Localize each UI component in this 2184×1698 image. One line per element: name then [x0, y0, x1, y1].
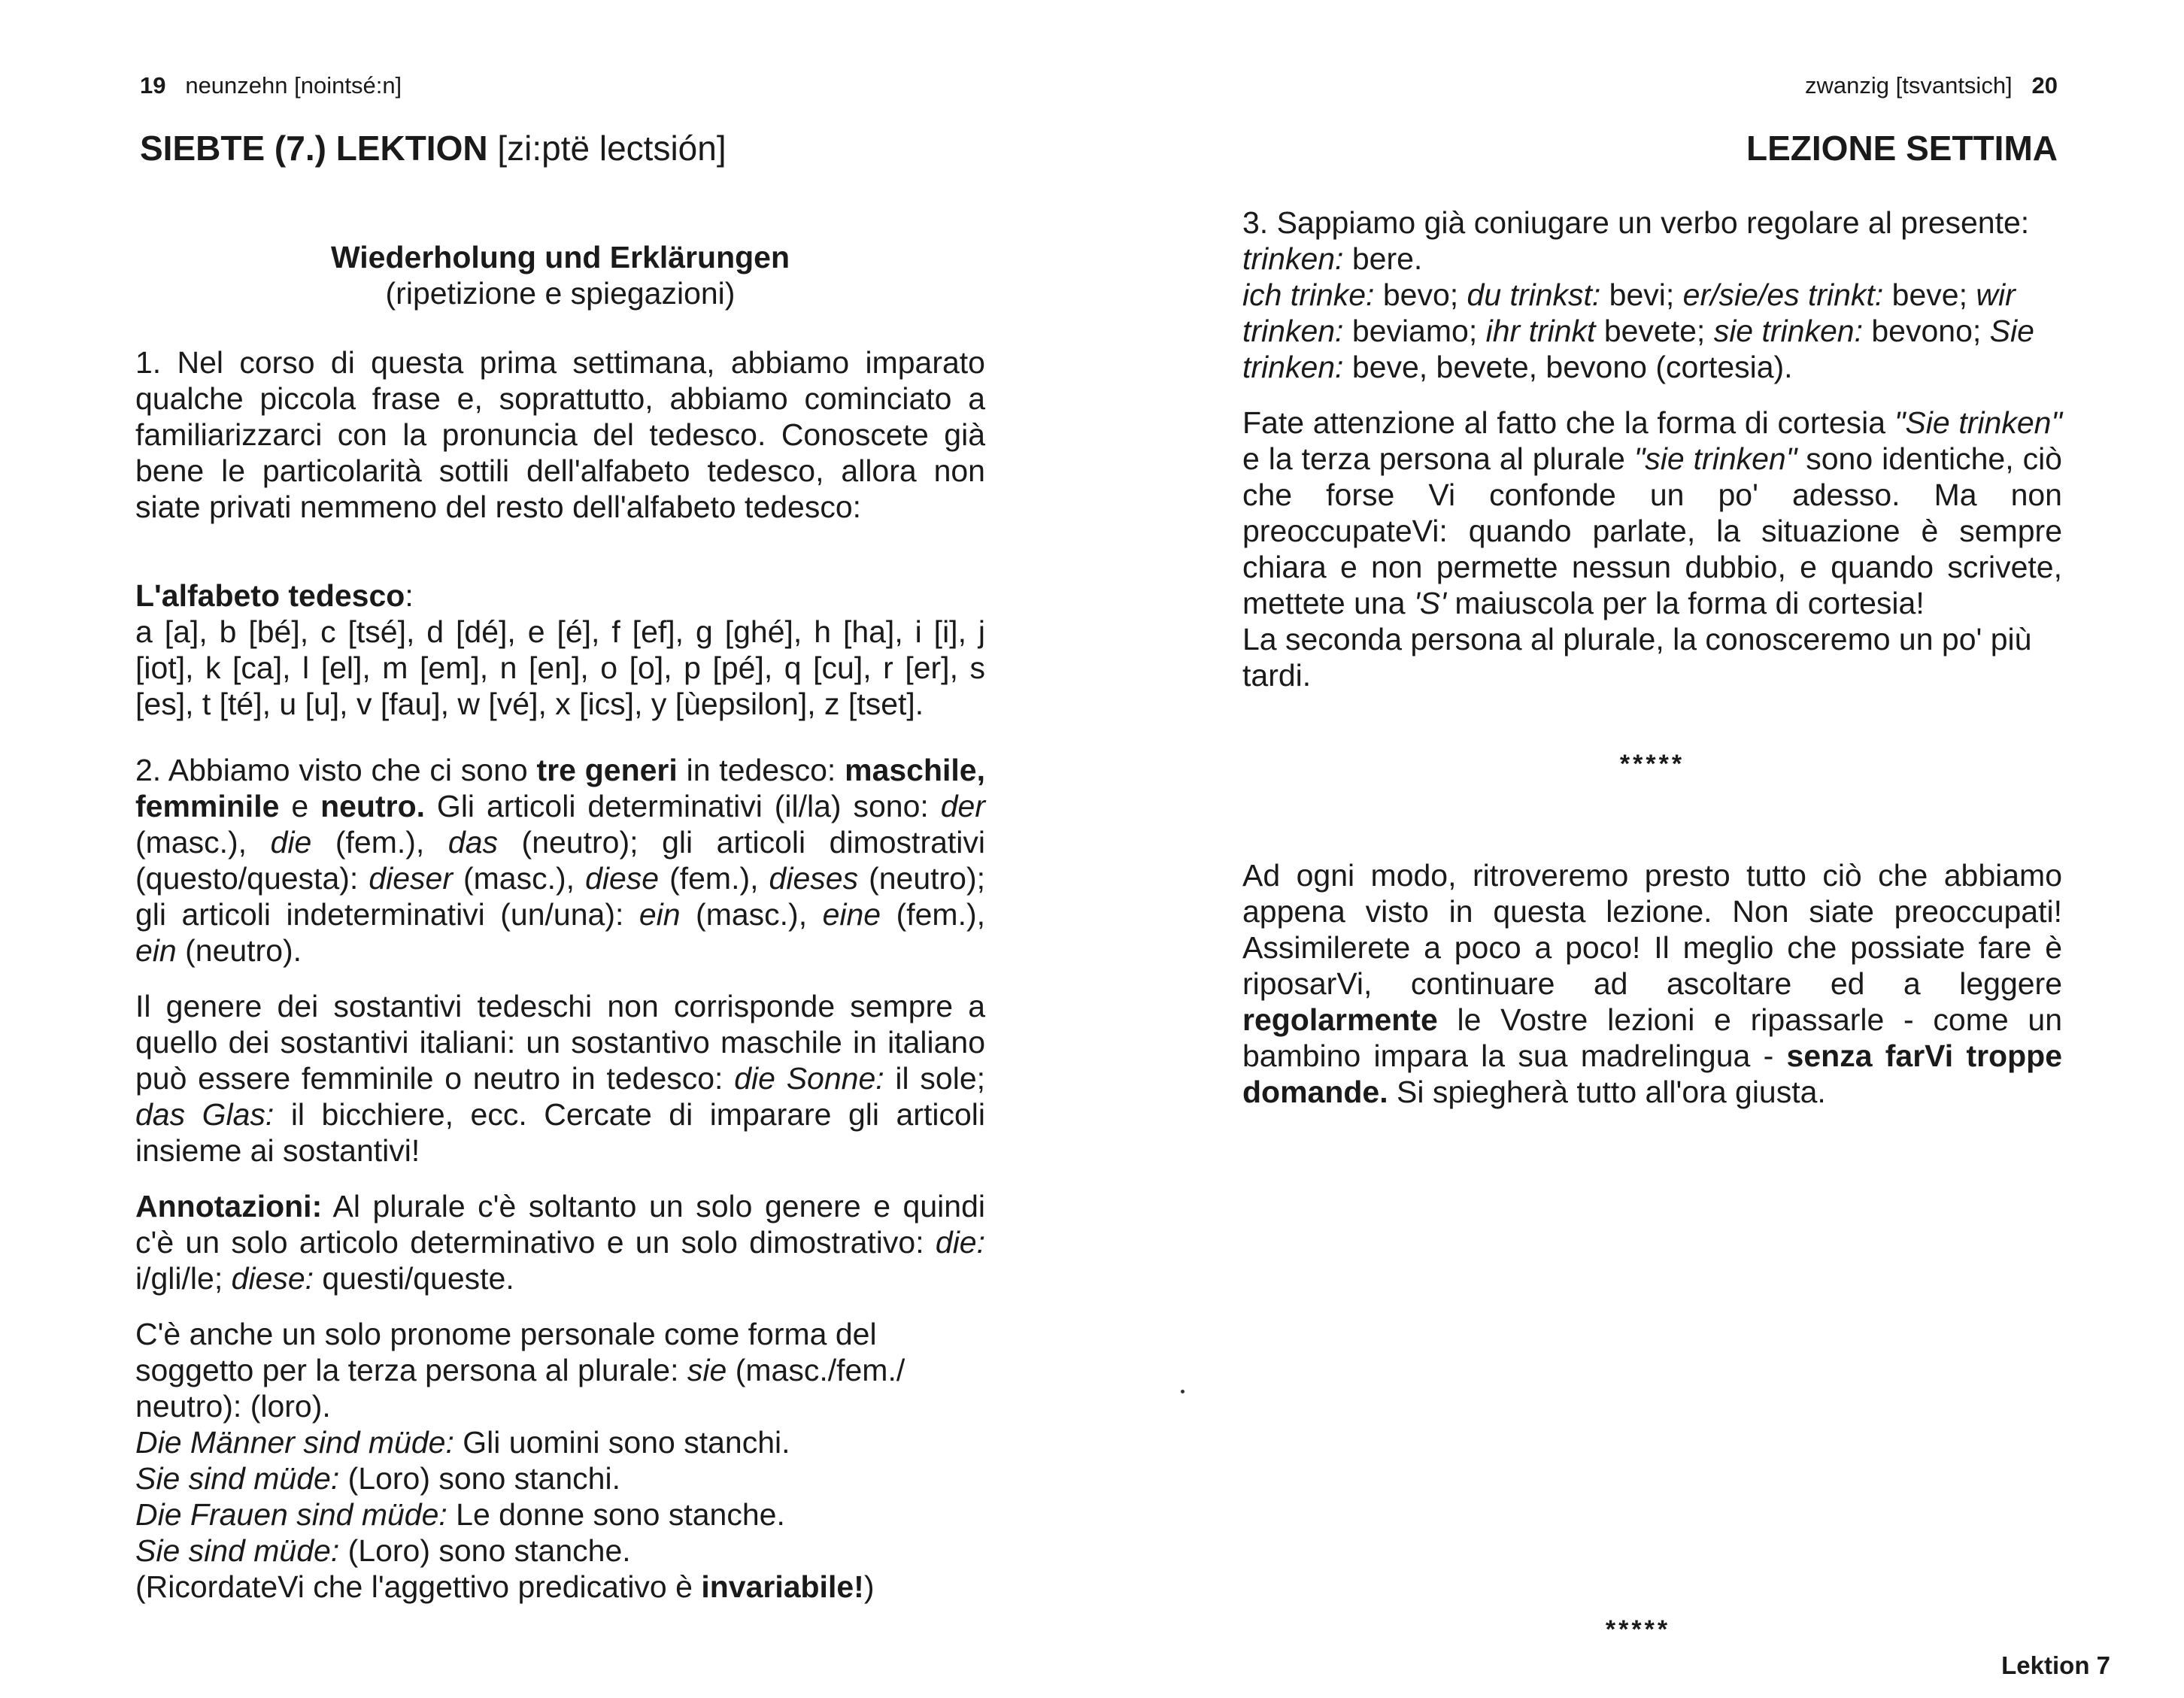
- separator-stars-bottom: *****: [1605, 1615, 1671, 1644]
- footer-lesson-label: Lektion 7: [2001, 1651, 2110, 1679]
- lesson-title-italian: LEZIONE SETTIMA: [1746, 129, 2058, 168]
- running-head-text-left: neunzehn [nointsé:n]: [185, 72, 402, 99]
- right-paragraph-1: 3. Sappiamo già coniugare un verbo regolare al presente: trinken: bere. ich trinke: bevo; du trinkst: bevi; er/sie/es trinkt: beve; wir trinken: beviamo; ihr trinkt bevete; sie trinken: bevono; Sie trinken: beve, bevete, bevono (cortesia).: [1242, 205, 2034, 384]
- paragraph-5: C'è anche un solo pronome personale come forma del soggetto per la terza persona al plurale: sie (masc./fem./ neutro): (loro). Die Männer sind müde: Gli uomini sono stanchi. Sie sind müde: (Loro) sono stanchi. Die Frauen sind müde: Le donne sono stanche. Sie sind müde: (Loro) sono stanche. (RicordateVi che l'aggettivo predicativo è invariabile!): [135, 1316, 985, 1605]
- left-column: [135, 239, 985, 1605]
- example-1: Die Männer sind müde: Gli uomini sono stanchi.: [135, 1425, 790, 1460]
- lesson-title-phonetic: [zi:ptë lectsión]: [497, 129, 726, 168]
- right-column: [1242, 205, 2062, 1129]
- page-number-left: 19: [140, 72, 166, 99]
- right-paragraph-3: Ad ogni modo, ritroveremo presto tutto ciò che abbiamo appena visto in questa lezione. Non siate preoccupati! Assimilerete a poco a poco! Il meglio che possiate fare è riposarVi, continuare ad ascoltare ed a leggere regolarmente le Vostre lezioni e ripassarle - come un bambino impara la sua madrelingua - senza farVi troppe domande. Si spiegherà tutto all'ora giusta.: [1242, 858, 2062, 1109]
- alphabet-heading-line: L'alfabeto tedesco:: [135, 578, 414, 613]
- lesson-title-bold: SIEBTE (7.) LEKTION: [140, 129, 488, 168]
- section-heading: Wiederholung und Erklärungen: [330, 240, 790, 274]
- paragraph-3: Il genere dei sostantivi tedeschi non corrisponde sempre a quello dei sostantivi italiani: un sostantivo maschile in italiano può essere femminile o neutro in tedesco: die Sonne: il sole; das Glas: il bicchiere, ecc. Cercate di imparare gli articoli insieme ai sostantivi!: [135, 989, 986, 1168]
- running-head-text-right: zwanzig [tsvantsich]: [1805, 72, 2013, 99]
- final-note: (RicordateVi che l'aggettivo predicativo è invariabile!): [135, 1569, 875, 1604]
- paragraph-2: 2. Abbiamo visto che ci sono tre generi in tedesco: maschile, femminile e neutro. Gli articoli determinativi (il/la) sono: der (masc.), die (fem.), das (neutro); gli articoli dimostrativi (questo/questa): dieser (masc.), diese (fem.), dieses (neutro); gli articoli indeterminativi (un/una): ein (masc.), eine (fem.), ein (neutro).: [135, 753, 986, 968]
- left-running-head: [140, 72, 402, 99]
- page-number-right: 20: [2031, 72, 2058, 99]
- paragraph-annotazioni: Annotazioni: Al plurale c'è soltanto un solo genere e quindi c'è un solo articolo determinativo e un solo dimostrativo: die: i/gli/le; diese: questi/queste.: [135, 1189, 985, 1296]
- separator-stars: *****: [1619, 750, 1685, 778]
- lesson-title-german: [140, 128, 726, 168]
- section-subheading: (ripetizione e spiegazioni): [385, 276, 736, 311]
- paragraph-1: 1. Nel corso di questa prima settimana, abbiamo imparato qualche piccola frase e, soprattutto, abbiamo cominciato a familiarizzarci con la pronuncia del tedesco. Conoscete già bene le particolarità sottili dell'alfabeto tedesco, allora non siate privati nemmeno del resto dell'alfabeto tedesco:: [135, 345, 985, 524]
- example-3: Die Frauen sind müde: Le donne sono stanche.: [135, 1497, 785, 1532]
- example-4: Sie sind müde: (Loro) sono stanche.: [135, 1533, 631, 1568]
- alphabet-list: a [a], b [bé], c [tsé], d [dé], e [é], f [ef], g [ghé], h [ha], i [i], j [iot], k [ca], l [el], m [em], n [en], o [o], p [pé], q [cu], r [er], s [es], t [té], u [u], v [fau], w [vé], x [ics], y [ùepsilon], z [tset].: [135, 614, 985, 721]
- right-paragraph-2: Fate attenzione al fatto che la forma di cortesia "Sie trinken" e la terza persona al plurale "sie trinken" sono identiche, ciò che forse Vi confonde un po' adesso. Ma non preoccupateVi: quando parlate, la situazione è sempre chiara e non permette nessun dubbio, e quando scrivete, mettete una 'S' maiuscola per la forma di cortesia! La seconda persona al plurale, la conosceremo un po' più tardi.: [1242, 405, 2062, 693]
- right-running-head: [1805, 72, 2058, 99]
- right-page: [1092, 0, 2184, 1698]
- example-2: Sie sind müde: (Loro) sono stanchi.: [135, 1461, 620, 1496]
- alphabet-heading: L'alfabeto tedesco: [135, 578, 405, 613]
